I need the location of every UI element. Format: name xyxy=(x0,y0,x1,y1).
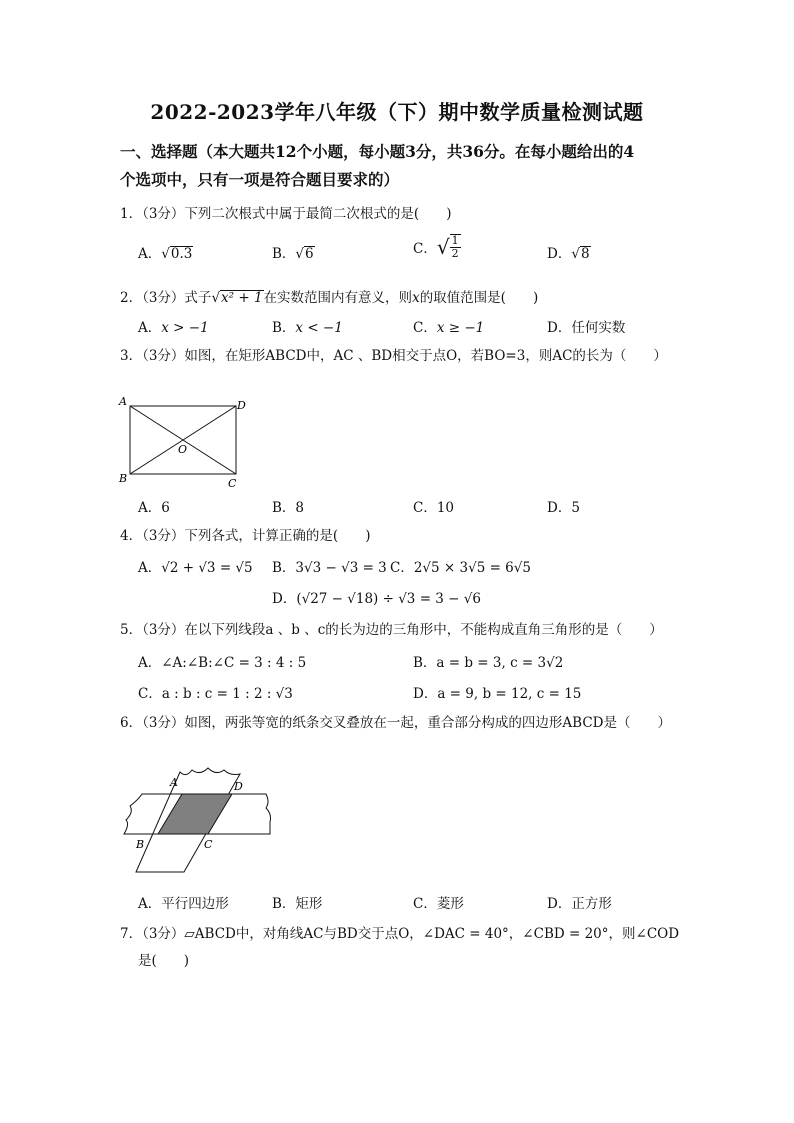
section-heading-line1: 一、选择题（本大题共12个小题，每小题3分，共36分。在每小题给出的4 xyxy=(120,142,635,161)
question-2-stem: 2．（3分）式子√x² + 1在实数范围内有意义，则x的取值范围是( ) xyxy=(120,290,539,306)
option-label: A． xyxy=(138,320,162,336)
center-label-o: O xyxy=(178,443,188,456)
radicand: 0.3 xyxy=(170,246,193,262)
question-6-option-c: C．菱形 xyxy=(413,896,464,912)
question-6-option-d: D．正方形 xyxy=(547,896,612,912)
radicand: x² + 1 xyxy=(221,290,263,306)
question-5-option-c: C．a : b : c = 1 : 2 : √3 xyxy=(138,686,293,702)
question-4-option-a: A．√2 + √3 = √5 xyxy=(138,560,253,576)
stem-part: 2．（3分）式子 xyxy=(120,290,212,306)
option-label: A． xyxy=(138,246,162,262)
question-7-stem-line2: 是( ) xyxy=(138,953,190,969)
vertex-label-a: A xyxy=(119,395,127,408)
vertex-label-b: B xyxy=(119,472,128,485)
question-6-stem: 6．（3分）如图，两张等宽的纸条交叉叠放在一起，重合部分构成的四边形ABCD是（ ） xyxy=(120,715,672,731)
radicand: 8 xyxy=(580,246,590,262)
question-3-option-b: B．8 xyxy=(272,500,305,516)
option-label: B． xyxy=(272,246,296,262)
option-text: 任何实数 xyxy=(571,320,626,336)
question-3-option-d: D．5 xyxy=(547,500,580,516)
option-label: B． xyxy=(272,320,296,336)
variable: x xyxy=(412,290,420,306)
option-text: x > −1 xyxy=(161,320,209,336)
question-6-option-a: A．平行四边形 xyxy=(138,896,229,912)
option-text: x < −1 xyxy=(295,320,343,336)
question-5-stem: 5．（3分）在以下列线段a 、b 、c的长为边的三角形中，不能构成直角三角形的是（ ） xyxy=(120,622,663,638)
question-2-option-d xyxy=(547,316,625,336)
question-2-option-c xyxy=(413,316,484,336)
question-3-option-c: C．10 xyxy=(413,500,455,516)
stem-part: 的取值范围是( ) xyxy=(419,290,539,306)
question-3-option-a: A．6 xyxy=(138,500,170,516)
question-1-option-a: A．√0.3 xyxy=(138,246,193,262)
question-5-option-a: A．∠A:∠B:∠C = 3 : 4 : 5 xyxy=(138,655,307,671)
numerator: 1 xyxy=(451,234,459,247)
section-heading xyxy=(120,138,680,194)
question-4-option-b: B．3√3 − √3 = 3 xyxy=(272,560,387,576)
vertex-label-a: A xyxy=(170,776,178,789)
vertex-label-b: B xyxy=(136,838,145,851)
section-heading-line2: 个选项中，只有一项是符合题目要求的） xyxy=(120,170,400,189)
option-label: D． xyxy=(547,246,572,262)
question-3-stem: 3．（3分）如图，在矩形ABCD中，AC 、BD相交于点O，若BO=3，则AC的长为（ ） xyxy=(120,348,667,364)
question-6-option-b: B．矩形 xyxy=(272,896,323,912)
question-1-option-b: B．√6 xyxy=(272,246,314,262)
rectangle-figure xyxy=(116,392,256,492)
overlap-quadrilateral xyxy=(158,794,232,834)
option-label: C． xyxy=(413,241,437,257)
question-1-stem: 1．（3分）下列二次根式中属于最简二次根式的是( ) xyxy=(120,206,452,222)
radicand: 6 xyxy=(305,246,314,262)
vertex-label-d: D xyxy=(234,780,243,793)
stem-part: 在实数范围内有意义，则 xyxy=(263,290,413,306)
vertex-label-c: C xyxy=(204,838,213,851)
question-1-option-c: C．√ $\frac{1}{2}$ xyxy=(413,234,459,260)
question-4-option-d: D．(√27 − √18) ÷ √3 = 3 − √6 xyxy=(272,591,481,607)
question-4-option-c: C．2√5 × 3√5 = 6√5 xyxy=(390,560,531,576)
question-2-option-b xyxy=(272,316,343,336)
option-text: x ≥ −1 xyxy=(436,320,485,336)
vertex-label-c: C xyxy=(228,477,237,490)
paper-strips-figure xyxy=(120,764,280,876)
denominator: 2 xyxy=(451,247,459,260)
question-4-stem: 4．（3分）下列各式，计算正确的是( ) xyxy=(120,528,371,544)
option-label: C． xyxy=(413,320,437,336)
vertex-label-d: D xyxy=(237,399,246,412)
page-title: 2022-2023学年八年级（下）期中数学质量检测试题 xyxy=(150,100,644,124)
fraction xyxy=(450,234,461,260)
option-label: D． xyxy=(547,320,572,336)
question-1-option-d: D．√8 xyxy=(547,246,590,262)
question-5-option-d: D．a = 9, b = 12, c = 15 xyxy=(413,686,582,702)
question-5-option-b: B．a = b = 3, c = 3√2 xyxy=(413,655,564,671)
question-2-option-a xyxy=(138,316,209,336)
question-7-stem: 7．（3分）▱ABCD中，对角线AC与BD交于点O，∠DAC = 40°，∠CBD = 20°，则∠COD xyxy=(120,926,680,942)
